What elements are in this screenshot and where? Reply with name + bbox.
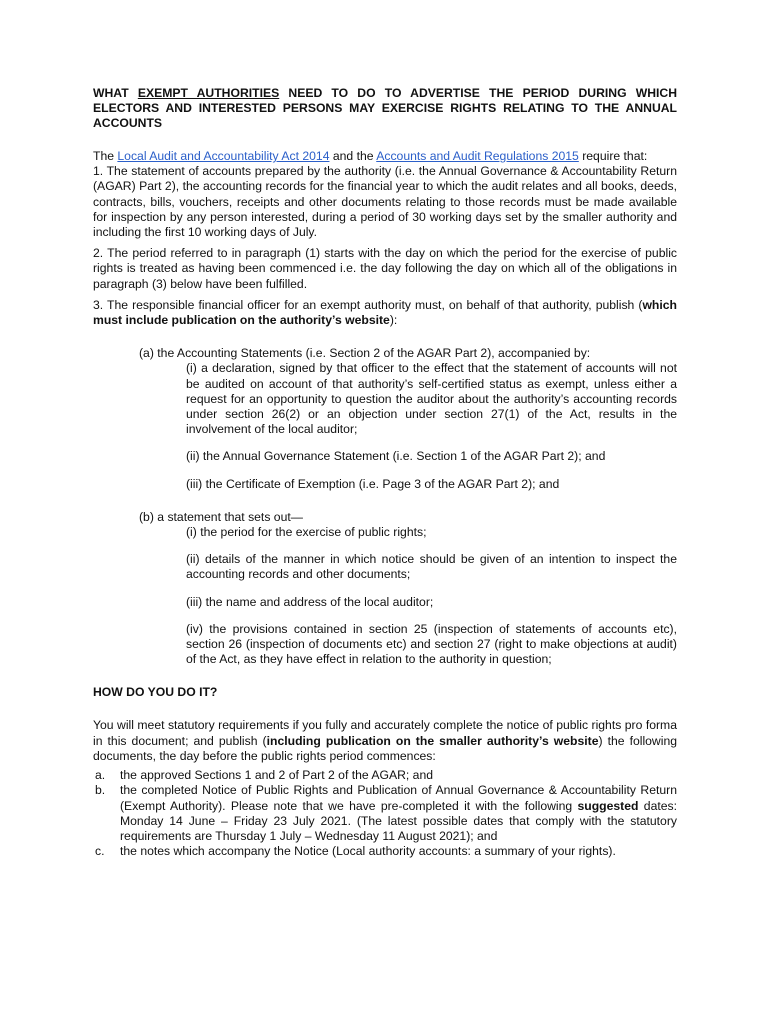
title-text-end: NEED TO DO TO ADVERTISE THE PERIOD DURING WHICH ELECTORS AND INTERESTED PERSONS MAY EXERCISE RIGHTS RELATING TO THE ANNUAL ACCOUNTS [93, 86, 678, 130]
intro-text: The [93, 149, 118, 163]
list-item [93, 844, 677, 859]
accounts-regulations-link[interactable]: Accounts and Audit Regulations 2015 [376, 149, 579, 163]
paragraph-3-end: ): [389, 313, 398, 328]
intro-text: and the [329, 149, 377, 163]
list-item-text: the notes which accompany the Notice (Local authority accounts: a summary of your rights). [120, 844, 616, 859]
intro-text: require that: [578, 149, 648, 163]
list-marker: b. [95, 783, 106, 798]
item-b-label: (b) a statement that sets out— [139, 509, 303, 524]
how-text-end: ) the following documents, the day before the public rights period commences: [93, 733, 678, 763]
local-audit-act-link[interactable]: Local Audit and Accountability Act 2014 [117, 149, 330, 163]
paragraph-1: 1. The statement of accounts prepared by the authority (i.e. the Annual Governance & Accountability Return (AGAR) Part 2), the accounting records for the financial year to which the audit relates and all books, deeds, contracts, bills, vouchers, receipts and other documents relating to those records must be made available for inspection by any person interested, during a period of 30 working days set by the smaller authority and including the first 10 working days of July. [93, 164, 677, 240]
item-b-iii: (iii) the name and address of the local auditor; [186, 594, 434, 609]
document-title [93, 86, 677, 131]
title-text-start: WHAT [93, 86, 138, 100]
list-marker: c. [95, 844, 105, 859]
list-item [93, 783, 677, 844]
documents-list [93, 768, 677, 859]
paragraph-3-bold: which must include publication on the authority’s website [93, 297, 677, 328]
how-text: You will meet statutory requirements if you fully and accurately complete the notice of public rights pro forma in this document; and publish ( [93, 718, 677, 748]
list-item-text: the approved Sections 1 and 2 of Part 2 of the AGAR; and [120, 768, 434, 783]
intro-paragraph [93, 149, 677, 164]
paragraph-3-text: 3. The responsible financial officer for an exempt authority must, on behalf of that authority, publish ( [93, 297, 643, 312]
document-page [93, 86, 677, 859]
title-underlined-text: EXEMPT AUTHORITIES [137, 86, 280, 100]
paragraph-2: 2. The period referred to in paragraph (1) starts with the day on which the period for the exercise of public rights is treated as having been commenced i.e. the day following the day on which all of the obligations in paragraph (3) below have been fulfilled. [93, 246, 677, 291]
item-b-ii: (ii) details of the manner in which notice should be given of an intention to inspect the accounting records and other documents; [186, 552, 677, 582]
list-marker: a. [95, 768, 106, 783]
item-b-iv: (iv) the provisions contained in section 25 (inspection of statements of accounts etc), section 26 (inspection of documents etc) and section 27 (right to make objections at audit) of the Act, as they have effect in relation to the authority in question; [186, 621, 677, 667]
list-item-text-start: the completed Notice of Public Rights and Publication of Annual Governance & Accountability Return (Exempt Authority). Please note that we have pre-completed it with the following [120, 783, 677, 813]
item-b-i: (i) the period for the exercise of public rights; [186, 525, 427, 540]
item-a-i: (i) a declaration, signed by that officer to the effect that the statement of accounts will not be audited on account of that authority’s self-certified status as exempt, unless either a request for an opportunity to question the auditor about the authority’s accounting records under section 26(2) or an objection under section 27(1) of the Act, results in the involvement of the local auditor; [186, 361, 677, 437]
how-bold: including publication on the smaller authority’s website [266, 733, 599, 748]
list-item [93, 768, 677, 783]
list-item-text [120, 783, 677, 844]
list-item-text-end: dates: Monday 14 June – Friday 23 July 2021. (The latest possible dates that comply with the statutory requirements are Thursday 1 July – Wednesday 11 August 2021); and [120, 798, 677, 843]
how-heading: HOW DO YOU DO IT? [93, 685, 218, 700]
list-item-bold: suggested [577, 798, 639, 813]
how-paragraph [93, 718, 677, 764]
paragraph-3 [93, 298, 677, 328]
item-a-label: (a) the Accounting Statements (i.e. Section 2 of the AGAR Part 2), accompanied by: [139, 346, 591, 361]
item-a-ii: (ii) the Annual Governance Statement (i.e. Section 1 of the AGAR Part 2); and [186, 449, 606, 464]
item-a-iii: (iii) the Certificate of Exemption (i.e. Page 3 of the AGAR Part 2); and [186, 476, 560, 491]
